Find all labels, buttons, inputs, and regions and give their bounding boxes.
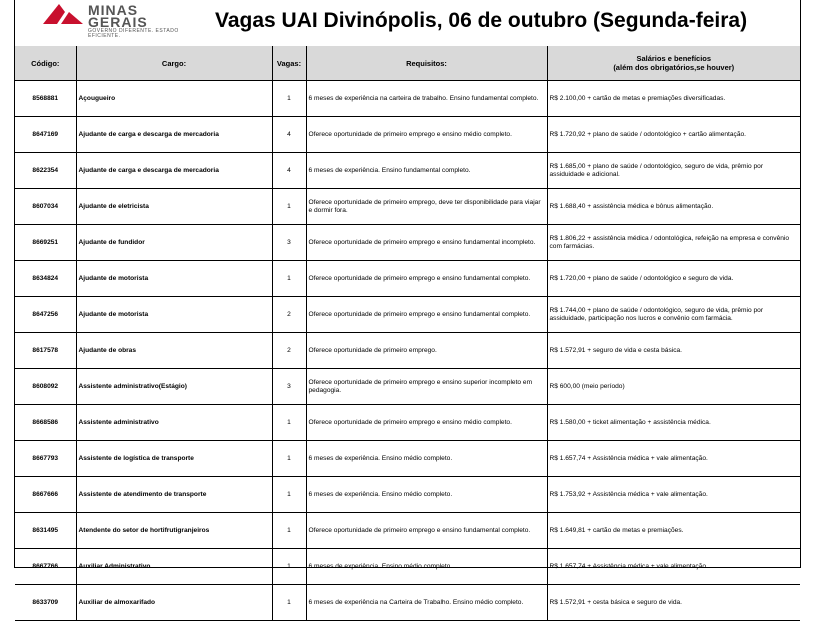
page-header xyxy=(15,0,800,47)
cell-requirements: 6 meses de experiência na Carteira de Trabalho. Ensino médio completo. xyxy=(306,585,547,621)
cell-role: Ajudante de motorista xyxy=(76,297,272,333)
table-row xyxy=(15,225,800,261)
cell-qty: 1 xyxy=(272,477,306,513)
cell-requirements: Oferece oportunidade de primeiro emprego e ensino médio completo. xyxy=(306,405,547,441)
cell-salary: R$ 1.685,00 + plano de saúde / odontológico, seguro de vida, prêmio por assiduidade e adicional. xyxy=(547,153,800,189)
header-salary-line2: (além dos obrigatórios,se houver) xyxy=(613,63,735,72)
table-row xyxy=(15,153,800,189)
cell-code: 8667666 xyxy=(15,477,76,513)
cell-salary: R$ 1.720,00 + plano de saúde / odontológico e seguro de vida. xyxy=(547,261,800,297)
table-row xyxy=(15,81,800,117)
cell-code: 8669251 xyxy=(15,225,76,261)
cell-role: Ajudante de fundidor xyxy=(76,225,272,261)
cell-code: 8667793 xyxy=(15,441,76,477)
header-salary-line1: Salários e benefícios xyxy=(636,54,712,63)
cell-qty: 1 xyxy=(272,405,306,441)
cell-salary: R$ 1.720,92 + plano de saúde / odontológico + cartão alimentação. xyxy=(547,117,800,153)
minas-gerais-logo xyxy=(43,4,193,38)
table-row xyxy=(15,369,800,405)
cell-salary: R$ 1.572,91 + cesta básica e seguro de vida. xyxy=(547,585,800,621)
table-row xyxy=(15,297,800,333)
header-qty: Vagas: xyxy=(272,46,306,81)
cell-salary: R$ 1.657,74 + Assistência médica + vale alimentação. xyxy=(547,549,800,585)
table-row xyxy=(15,441,800,477)
cell-qty: 1 xyxy=(272,81,306,117)
cell-role: Assistente de logística de transporte xyxy=(76,441,272,477)
cell-salary: R$ 1.688,40 + assistência médica e bônus alimentação. xyxy=(547,189,800,225)
cell-code: 8622354 xyxy=(15,153,76,189)
cell-role: Açougueiro xyxy=(76,81,272,117)
cell-code: 8608092 xyxy=(15,369,76,405)
cell-requirements: Oferece oportunidade de primeiro emprego, deve ter disponibilidade para viajar e dormir fora. xyxy=(306,189,547,225)
cell-qty: 1 xyxy=(272,261,306,297)
cell-salary: R$ 1.657,74 + Assistência médica + vale alimentação. xyxy=(547,441,800,477)
cell-role: Ajudante de obras xyxy=(76,333,272,369)
cell-qty: 1 xyxy=(272,513,306,549)
logo-line-2: GERAIS xyxy=(88,14,148,30)
cell-code: 8607034 xyxy=(15,189,76,225)
cell-code: 8668586 xyxy=(15,405,76,441)
cell-role: Auxiliar de almoxarifado xyxy=(76,585,272,621)
cell-requirements: Oferece oportunidade de primeiro emprego e ensino fundamental completo. xyxy=(306,513,547,549)
cell-salary: R$ 1.806,22 + assistência médica / odontológica, refeição na empresa e convênio com farmácias. xyxy=(547,225,800,261)
cell-requirements: 6 meses de experiência. Ensino fundamental completo. xyxy=(306,153,547,189)
cell-salary: R$ 1.572,91 + seguro de vida e cesta básica. xyxy=(547,333,800,369)
cell-salary: R$ 600,00 (meio período) xyxy=(547,369,800,405)
table-row xyxy=(15,549,800,585)
cell-qty: 3 xyxy=(272,225,306,261)
cell-code: 8647256 xyxy=(15,297,76,333)
cell-requirements: Oferece oportunidade de primeiro emprego e ensino fundamental incompleto. xyxy=(306,225,547,261)
logo-tagline: GOVERNO DIFERENTE. ESTADO EFICIENTE. xyxy=(88,28,179,39)
table-row xyxy=(15,585,800,621)
logo-line-1: MINAS xyxy=(88,2,139,18)
cell-role: Ajudante de carga e descarga de mercadoria xyxy=(76,153,272,189)
cell-requirements: 6 meses de experiência na carteira de trabalho. Ensino fundamental completo. xyxy=(306,81,547,117)
cell-salary: R$ 2.100,00 + cartão de metas e premiações diversificadas. xyxy=(547,81,800,117)
cell-salary: R$ 1.580,00 + ticket alimentação + assistência médica. xyxy=(547,405,800,441)
cell-requirements: Oferece oportunidade de primeiro emprego e ensino superior incompleto em pedagogia. xyxy=(306,369,547,405)
cell-qty: 4 xyxy=(272,153,306,189)
cell-code: 8631495 xyxy=(15,513,76,549)
cell-requirements: Oferece oportunidade de primeiro emprego e ensino médio completo. xyxy=(306,117,547,153)
logo-mark-icon xyxy=(43,4,83,24)
cell-requirements: 6 meses de experiência. Ensino médio completo. xyxy=(306,477,547,513)
cell-requirements: Oferece oportunidade de primeiro emprego. xyxy=(306,333,547,369)
cell-qty: 1 xyxy=(272,549,306,585)
table-header-row xyxy=(15,46,800,81)
header-role: Cargo: xyxy=(76,46,272,81)
job-listing-sheet xyxy=(14,0,801,606)
table-row xyxy=(15,513,800,549)
cell-requirements: Oferece oportunidade de primeiro emprego e ensino fundamental completo. xyxy=(306,261,547,297)
cell-code: 8633709 xyxy=(15,585,76,621)
cell-qty: 3 xyxy=(272,369,306,405)
cell-code: 8634824 xyxy=(15,261,76,297)
cell-salary: R$ 1.753,92 + Assistência médica + vale alimentação. xyxy=(547,477,800,513)
cell-qty: 2 xyxy=(272,297,306,333)
cell-code: 8617578 xyxy=(15,333,76,369)
cell-role: Ajudante de motorista xyxy=(76,261,272,297)
cell-requirements: 6 meses de experiência. Ensino médio completo. xyxy=(306,441,547,477)
cell-salary: R$ 1.649,81 + cartão de metas e premiações. xyxy=(547,513,800,549)
cell-role: Ajudante de carga e descarga de mercadoria xyxy=(76,117,272,153)
cell-qty: 2 xyxy=(272,333,306,369)
cell-role: Atendente do setor de hortifrutigranjeiros xyxy=(76,513,272,549)
table-row xyxy=(15,405,800,441)
table-row xyxy=(15,261,800,297)
table-row xyxy=(15,189,800,225)
cell-code: 8667766 xyxy=(15,549,76,585)
header-requirements: Requisitos: xyxy=(306,46,547,81)
cell-qty: 4 xyxy=(272,117,306,153)
cell-code: 8647169 xyxy=(15,117,76,153)
table-row xyxy=(15,333,800,369)
cell-qty: 1 xyxy=(272,585,306,621)
cell-role: Auxiliar Administrativo xyxy=(76,549,272,585)
cell-role: Assistente administrativo(Estágio) xyxy=(76,369,272,405)
cell-salary: R$ 1.744,00 + plano de saúde / odontológico, seguro de vida, prêmio por assiduidade, participação nos lucros e convênio com farmácia. xyxy=(547,297,800,333)
cell-requirements: 6 meses de experiência. Ensino médio completo. xyxy=(306,549,547,585)
header-code: Código: xyxy=(15,46,76,81)
table-row xyxy=(15,117,800,153)
table-row xyxy=(15,477,800,513)
cell-code: 8568881 xyxy=(15,81,76,117)
header-salary xyxy=(547,46,800,81)
jobs-table xyxy=(15,46,800,621)
cell-qty: 1 xyxy=(272,441,306,477)
cell-role: Assistente administrativo xyxy=(76,405,272,441)
cell-requirements: Oferece oportunidade de primeiro emprego e ensino fundamental completo. xyxy=(306,297,547,333)
page-title: Vagas UAI Divinópolis, 06 de outubro (Segunda-feira) xyxy=(215,9,748,32)
cell-qty: 1 xyxy=(272,189,306,225)
cell-role: Assistente de atendimento de transporte xyxy=(76,477,272,513)
cell-role: Ajudante de eletricista xyxy=(76,189,272,225)
